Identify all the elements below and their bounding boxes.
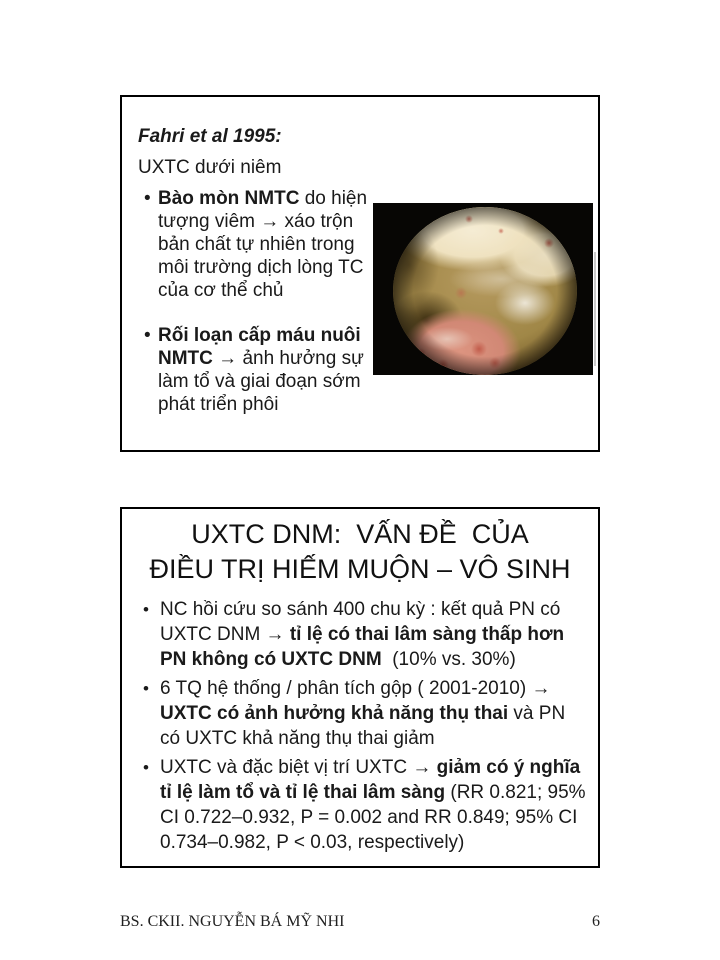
bullet-text: UXTC và đặc biệt vị trí UXTC → [160,757,437,778]
bullet-item [138,676,588,751]
bullet-bold-text: tỉ lệ có thai lâm sàng thấp hơn PN không có UXTC DNM [160,624,570,670]
slide-top-bullet-list [138,187,382,416]
bullet-bold-text: Rối loạn cấp máu nuôi NMTC [158,325,366,369]
bullet-text: → ảnh hưởng sự làm tổ và giai đoạn sớm phát triển phôi [158,348,370,415]
slide-top-text-column [138,125,382,416]
page-footer [120,913,600,931]
slide-top-subheading: UXTC dưới niêm [138,157,282,178]
slide-bottom [120,507,600,868]
bullet-text: và PN có UXTC khả năng thụ thai giảm [160,703,571,749]
slide-top [120,95,600,452]
image-edge-divider [594,252,596,366]
bullet-text: (10% vs. 30%) [381,649,516,670]
slide-title [128,517,592,587]
bullet-text: do hiện tượng viêm → xáo trộn bản chất tự nhiên trong môi trường dịch lòng TC của cơ thể chủ [158,188,373,301]
bullet-item [138,324,382,416]
bullet-text: (RR 0.821; 95% CI 0.722–0.932, P = 0.002 and RR 0.849; 95% CI 0.734–0.982, P < 0.03, respectively) [160,782,591,853]
bullet-item [138,187,382,302]
slide-title-line-1: UXTC DNM: VẤN ĐỀ CỦA [191,519,529,549]
bullet-text: 6 TQ hệ thống / phân tích gộp ( 2001-2010) → [160,678,556,699]
citation-heading: Fahri et al 1995: [138,126,282,147]
bullet-item [138,755,591,855]
bullet-bold-text: UXTC có ảnh hưởng khả năng thụ thai [160,703,509,724]
footer-page-number: 6 [592,913,600,930]
slide-title-line-2: ĐIỀU TRỊ HIẾM MUỘN – VÔ SINH [149,554,571,584]
bullet-bold-text: Bào mòn NMTC [158,188,300,209]
bullet-bold-text: giảm có ý nghĩa tỉ lệ làm tổ và tỉ lệ thai lâm sàng [160,757,586,803]
bullet-text: NC hồi cứu so sánh 400 chu kỳ : kết quả PN có UXTC DNM → [160,599,566,645]
footer-author: BS. CKII. NGUYỄN BÁ MỸ NHI [120,913,345,930]
slide-bottom-bullet-list [122,597,598,855]
hysteroscopy-image [373,203,593,375]
bullet-item [138,597,588,672]
